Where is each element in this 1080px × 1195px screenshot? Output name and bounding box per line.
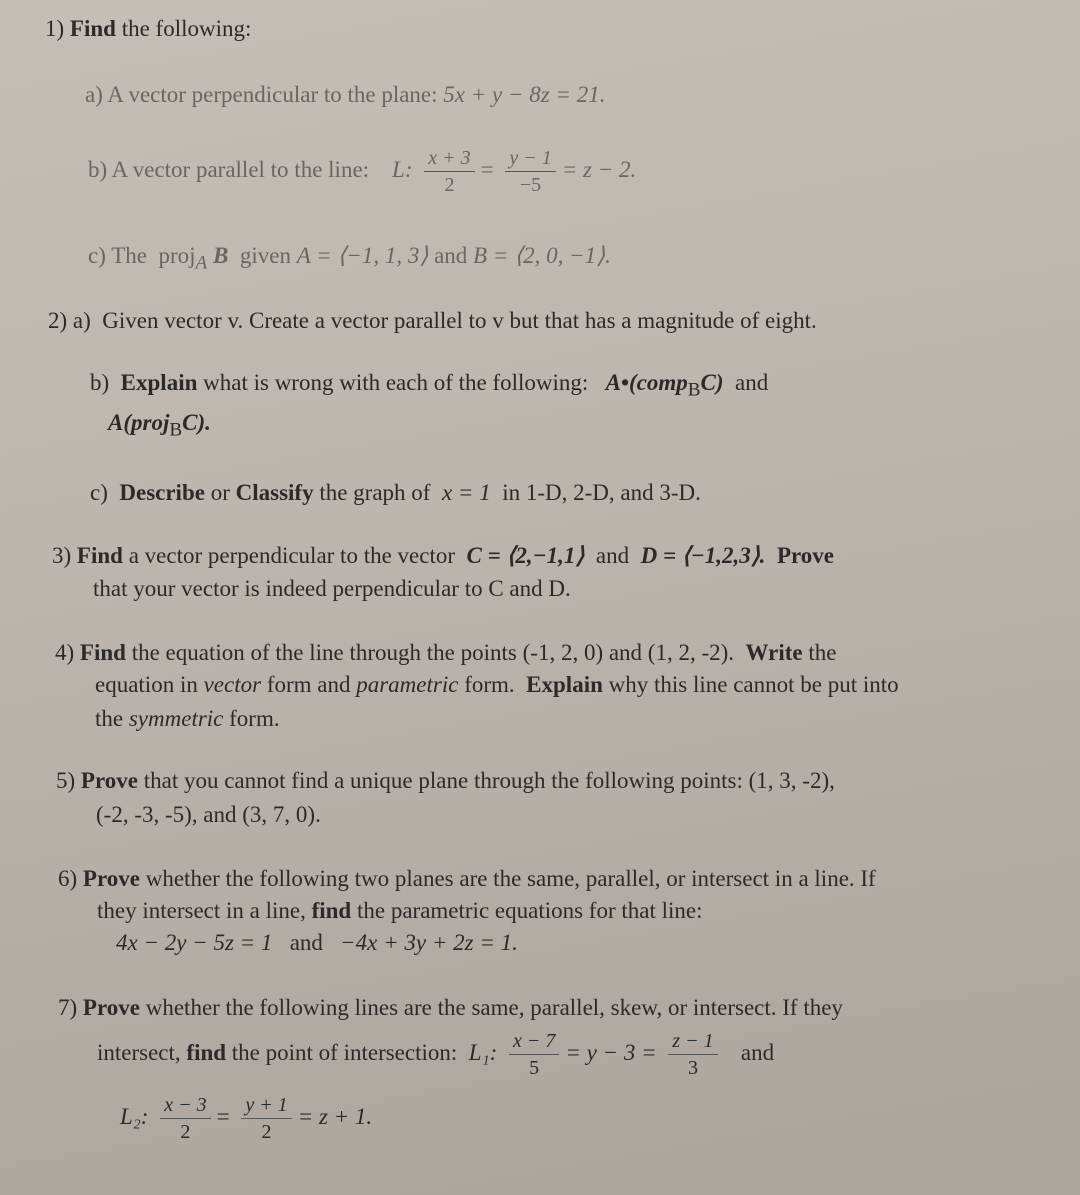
q5-line2: (-2, -3, -5), and (3, 7, 0). [96,802,321,827]
q1-heading: 1) Find the following: [45,16,252,41]
q3-line2: that your vector is indeed perpendicular to C and D. [93,576,571,601]
q4-line2: equation in vector form and parametric form. Explain why this line cannot be put into [95,672,899,697]
q2b-line2: A(proj$_B$C). [108,410,211,441]
q7-line3: L₂: $\frac{x - 3}{2}$ = $\frac{y + 1}{2}$ = z + 1. [120,1094,373,1143]
q3: 3) Find a vector perpendicular to the vector C = ⟨2,−1,1⟩ and D = ⟨−1,2,3⟩. Prove [52,543,834,568]
q6: 6) Prove whether the following two planes are the same, parallel, or intersect in a line. If [58,866,876,891]
q1b: b) A vector parallel to the line: L: $\frac{x + 3}{2}$ = $\frac{y - 1}{-5}$ = z − 2. [88,147,637,196]
q5: 5) Prove that you cannot find a unique plane through the following points: (1, 3, -2), [56,768,835,793]
q2a: 2) a) Given vector v. Create a vector parallel to v but that has a magnitude of eight. [48,308,817,333]
q4-line3: the symmetric form. [95,706,280,731]
q7: 7) Prove whether the following lines are the same, parallel, skew, or intersect. If they [58,995,843,1020]
q2c: c) Describe or Classify the graph of x = 1 in 1-D, 2-D, and 3-D. [90,480,701,505]
q7-line2: intersect, find the point of intersection: L₁: $\frac{x - 7}{5}$ = y − 3 = $\frac{z - 1}{3}$ and [97,1030,775,1079]
q4: 4) Find the equation of the line through the points (-1, 2, 0) and (1, 2, -2). Write the [55,640,837,665]
q6-line2: they intersect in a line, find the parametric equations for that line: [97,898,703,923]
q6-equations: 4x − 2y − 5z = 1 and −4x + 3y + 2z = 1. [116,930,518,955]
q1c: c) The proj$_A$ B given A = ⟨−1, 1, 3⟩ and B = ⟨2, 0, −1⟩. [88,243,611,274]
q2b: b) Explain what is wrong with each of the following: A•(comp$_B$C) and [90,370,769,401]
q1a: a) A vector perpendicular to the plane: 5x + y − 8z = 21. [85,82,606,107]
